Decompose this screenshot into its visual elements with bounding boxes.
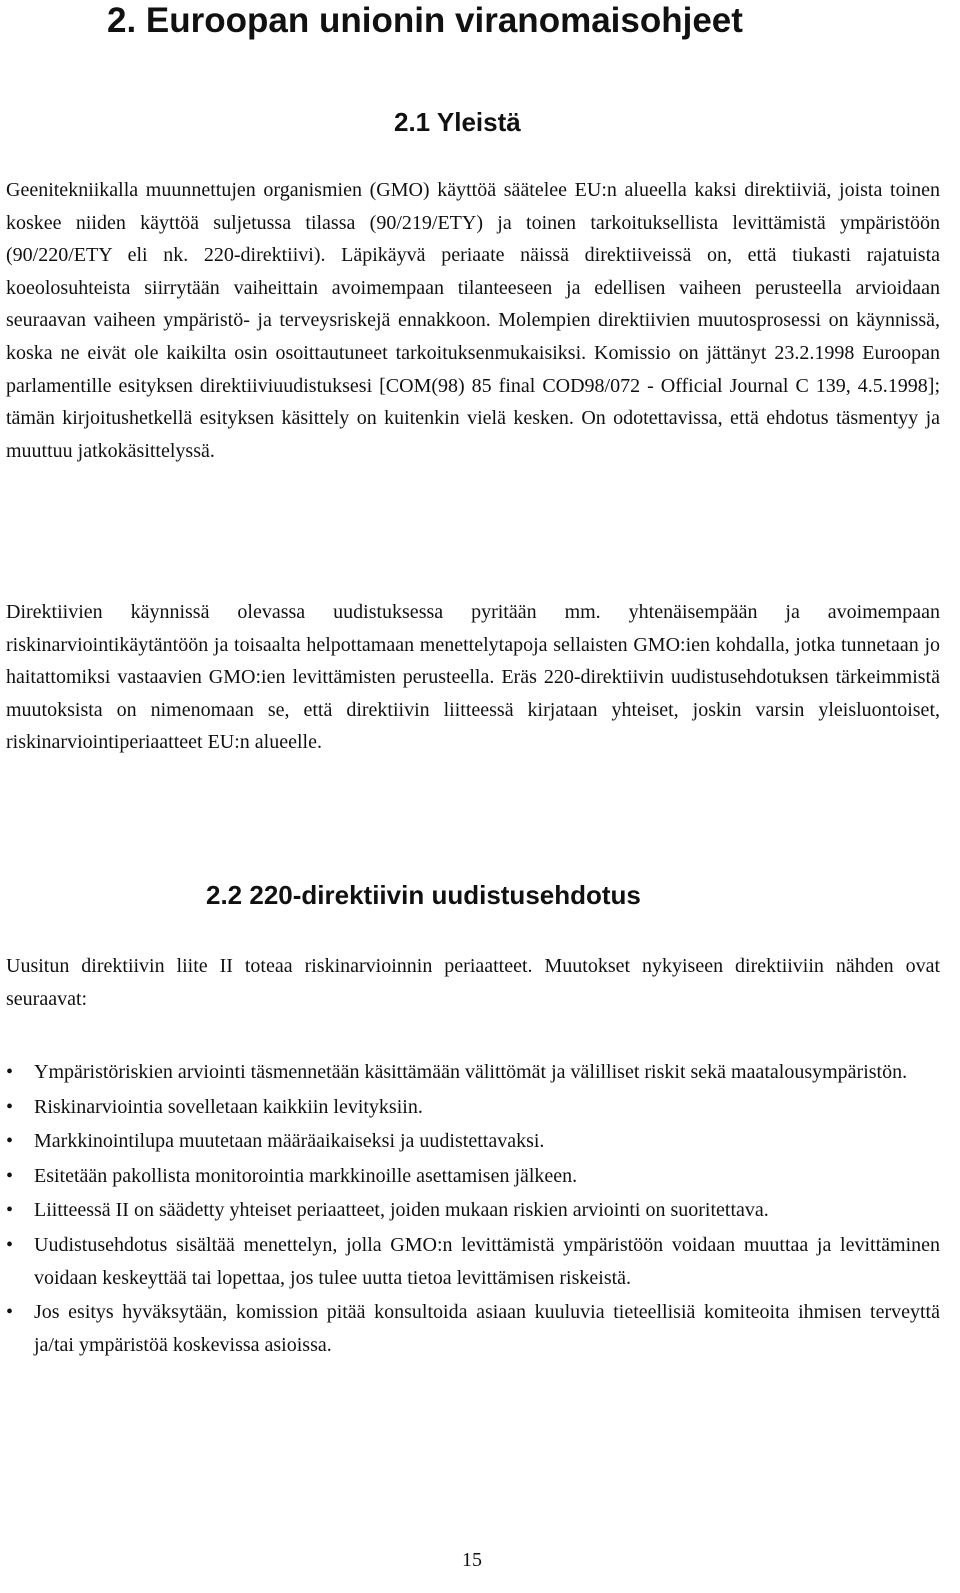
list-item — [6, 1125, 940, 1158]
section-heading-general: 2.1 Yleistä — [394, 107, 521, 137]
bullet-icon: • — [6, 1199, 14, 1222]
chapter-heading: 2. Euroopan unionin viranomaisohjeet — [107, 1, 743, 40]
bullet-icon: • — [6, 1130, 14, 1153]
list-item-text: Riskinarviointia sovelletaan kaikkiin levityksiin. — [34, 1095, 423, 1118]
bullet-icon: • — [6, 1301, 14, 1324]
bullet-icon: • — [6, 1164, 14, 1187]
list-item-text: Markkinointilupa muutetaan määräaikaiseksi ja uudistettavaksi. — [34, 1130, 545, 1153]
list-item — [6, 1296, 940, 1361]
bullet-icon: • — [6, 1061, 14, 1083]
page-number: 15 — [462, 1549, 482, 1571]
list-item-text: Esitetään pakollista monitorointia markkinoille asettamisen jälkeen. — [34, 1164, 578, 1187]
section-heading-proposal: 2.2 220-direktiivin uudistusehdotus — [206, 880, 641, 910]
list-item-text: Uudistusehdotus sisältää menettelyn, jolla GMO:n levittämistä ympäristöön voidaan muuttaa ja levittäminen voidaan keskeyttää tai lopettaa, jos tulee uutta tietoa levittämisen riskeistä. — [34, 1233, 940, 1289]
list-item — [6, 1194, 940, 1227]
paragraph-proposal-intro: Uusitun direktiivin liite II toteaa riskinarvioinnin periaatteet. Muutokset nykyiseen direktiiviin nähden ovat seuraavat: — [6, 955, 940, 1010]
bullet-icon: • — [6, 1233, 14, 1256]
paragraph-general-1: Geenitekniikalla muunnettujen organismien (GMO) käyttöä säätelee EU:n alueella kaksi direktiiviä, joista toinen koskee niiden käyttöä suljetussa tilassa (90/219/ETY) ja toinen tarkoituksellista levittämistä ympäristöön (90/220/ETY eli nk. 220-direktiivi). Läpikäyvä periaate näissä direktiiveissä on, että tiukasti rajatuista koeolosuhteista siirrytään vaiheittain avoimempaan tilanteeseen ja edellisen vaiheen perusteella arvioidaan seuraavan vaiheen ympäristö- ja terveysriskejä ennakkoon. Molempien direktiivien muutosprosessi on käynnissä, koska ne eivät ole kaikilta osin osoittautuneet tarkoituksenmukaisiksi. Komissio on jättänyt 23.2.1998 Euroopan parlamentille esityksen direktiiviuudistuksesi [COM(98) 85 final COD98/072 - Official Journal C 139, 4.5.1998]; tämän kirjoitushetkellä esityksen käsittely on kuitenkin vielä kesken. On odotettavissa, että ehdotus täsmentyy ja muuttuu jatkokäsittelyssä. — [6, 179, 940, 462]
list-item — [6, 1229, 940, 1294]
list-item — [6, 1160, 940, 1193]
list-item — [6, 1091, 940, 1124]
list-item-text: Ympäristöriskien arviointi täsmennetään käsittämään välittömät ja välilliset riskit sekä maatalousympäristön. — [34, 1061, 908, 1083]
list-item-text: Jos esitys hyväksytään, komission pitää konsultoida asiaan kuuluvia tieteellisiä komiteoita ihmisen terveyttä ja/tai ympäristöä koskevissa asioissa. — [34, 1301, 940, 1356]
list-item-text: Liitteessä II on säädetty yhteiset periaatteet, joiden mukaan riskien arviointi on suoritettava. — [34, 1199, 769, 1222]
paragraph-general-2: Direktiivien käynnissä olevassa uudistuksessa pyritään mm. yhtenäisempään ja avoimempaan riskinarviointikäytäntöön ja toisaalta helpottamaan menettelytapoja sellaisten GMO:ien kohdalla, jotka tunnetaan jo haitattomiksi vastaavien GMO:ien levittämisten perusteella. Eräs 220-direktiivin uudistusehdotuksen tärkeimmistä muutoksista on nimenomaan se, että direktiivin liitteessä kirjataan yhteiset, joskin varsin yleisluontoiset, riskinarviointiperiaatteet EU:n alueelle. — [6, 601, 940, 754]
bullet-icon: • — [6, 1095, 14, 1118]
changes-bullet-list — [6, 1056, 940, 1363]
list-item — [6, 1056, 940, 1089]
